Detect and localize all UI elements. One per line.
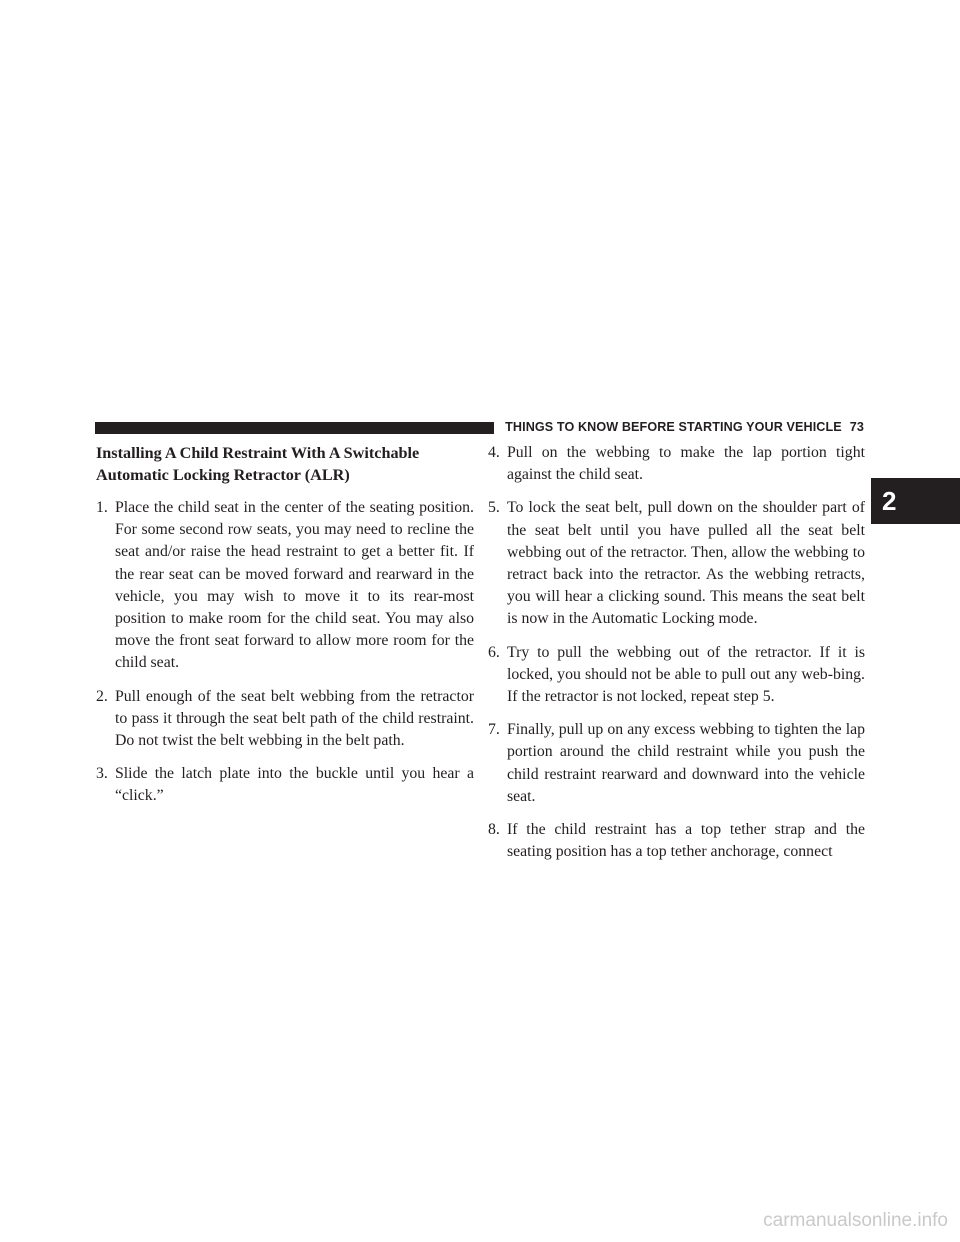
section-heading-line2: Automatic Locking Retractor (ALR) [96,466,350,484]
step-number: 2. [96,687,108,705]
step-6 [488,642,865,709]
header-rule [95,422,494,434]
section-heading [96,442,474,486]
step-5 [488,497,865,630]
step-number: 8. [488,821,500,839]
header-title: THINGS TO KNOW BEFORE STARTING YOUR VEHICLE [505,420,842,434]
step-2 [96,686,474,753]
step-8 [488,819,865,863]
section-heading-line1: Installing A Child Restraint With A Switchable [96,444,420,462]
step-text: Finally, pull up on any excess webbing to tighten the lap portion around the child restraint while you push the child restraint rearward and downward into the vehicle seat. [507,721,865,805]
step-text: Place the child seat in the center of the seating position. For some second row seats, you may need to recline the seat and/or raise the head restraint to get a better fit. If the rear seat can be moved forward and rearward in the vehicle, you may wish to move it to its rear-most position to make room for the child seat. You may also move the front seat forward to allow more room for the child seat. [115,499,474,672]
step-1 [96,497,474,675]
step-number: 4. [488,444,500,461]
step-text: Try to pull the webbing out of the retractor. If it is locked, you should not be able to pull out any web-bing. If the retractor is not locked, repeat step 5. [507,643,865,706]
step-number: 5. [488,499,500,517]
step-text: Pull enough of the seat belt webbing from the retractor to pass it through the seat belt path of the child restraint. Do not twist the belt webbing in the belt path. [115,687,474,750]
step-number: 7. [488,721,500,739]
left-column [96,442,474,819]
step-number: 3. [96,765,108,783]
watermark: carmanualsonline.info [763,1210,948,1231]
step-text: If the child restraint has a top tether strap and the seating position has a top tether anchorage, connect [507,821,865,861]
step-7 [488,719,865,808]
step-4 [488,442,865,486]
right-column [488,442,865,874]
step-text: Pull on the webbing to make the lap portion tight against the child seat. [507,444,865,484]
page-number: 73 [849,420,864,434]
step-text: To lock the seat belt, pull down on the shoulder part of the seat belt until you have pulled all the seat belt webbing out of the retractor. Then, allow the webbing to retract back into the retractor. As the webbing retracts, you will hear a clicking sound. This means the seat belt is now in the Automatic Locking mode. [507,499,865,628]
running-header [504,418,864,436]
step-3 [96,763,474,807]
step-number: 6. [488,643,500,661]
chapter-tab[interactable]: 2 [871,478,960,524]
step-number: 1. [96,499,108,516]
step-text: Slide the latch plate into the buckle until you hear a “click.” [115,765,474,805]
